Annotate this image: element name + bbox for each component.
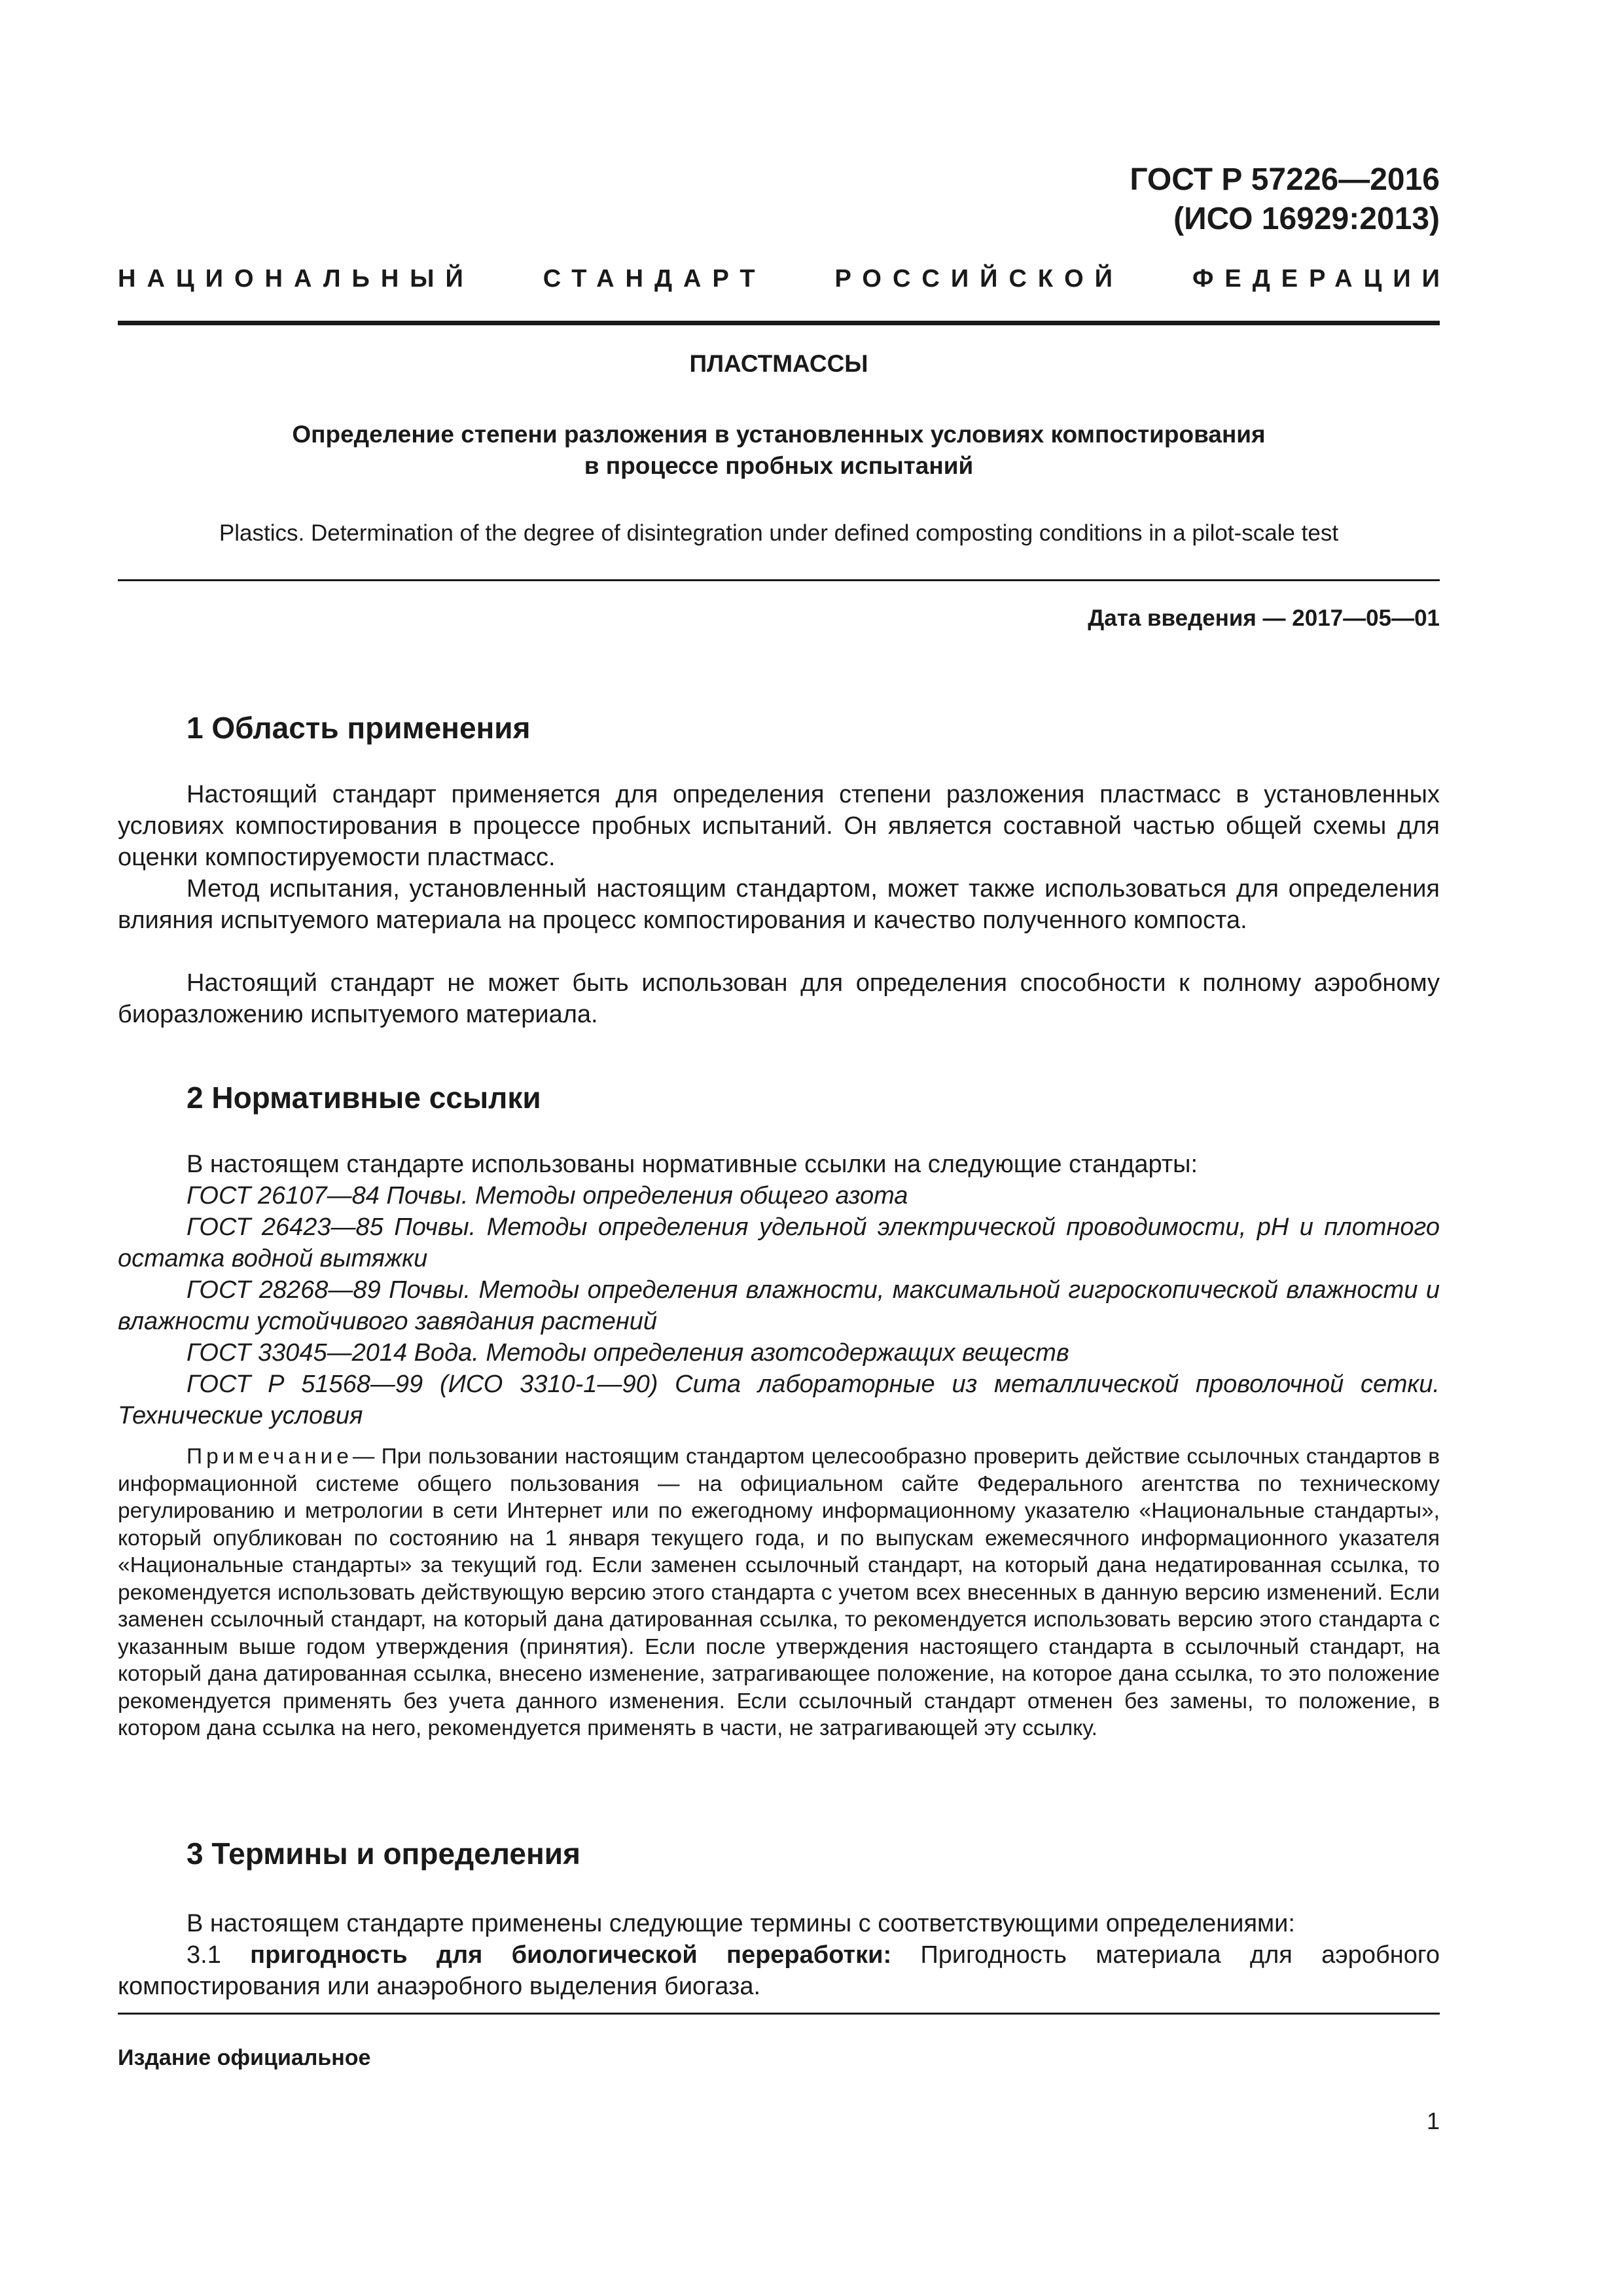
- subtitle-line: в процессе пробных испытаний: [584, 452, 974, 479]
- term-name: пригодность для биологической переработки:: [250, 1941, 892, 1969]
- normative-reference: ГОСТ 28268—89 Почвы. Методы определения влажности, максимальной гигроскопической влажности и влажности устойчивого завядания растений: [118, 1276, 1440, 1335]
- references-note: [118, 1443, 1440, 1742]
- normative-reference: ГОСТ 33045—2014 Вода. Методы определения азотсодержащих веществ: [187, 1339, 1069, 1367]
- iso-number: (ИСО 16929:2013): [1173, 202, 1440, 236]
- normative-reference: ГОСТ 26107—84 Почвы. Методы определения общего азота: [187, 1182, 908, 1210]
- doc-number-block: [1130, 160, 1440, 239]
- section-2-intro: В настоящем стандарте использованы нормативные ссылки на следующие стандарты:: [187, 1151, 1198, 1178]
- title-divider: [118, 579, 1440, 581]
- banner-word: ФЕДЕРАЦИИ: [1192, 265, 1451, 293]
- page-number: 1: [1426, 2108, 1440, 2134]
- term-number: 3.1: [187, 1941, 221, 1969]
- normative-reference: ГОСТ Р 51568—99 (ИСО 3310-1—90) Сита лабораторные из металлической проволочной сетки. Технические условия: [118, 1371, 1440, 1429]
- section-3-title: 3 Термины и определения: [187, 1837, 580, 1871]
- normative-reference: ГОСТ 26423—85 Почвы. Методы определения удельной электрической проводимости, pH и плотного остатка водной вытяжки: [118, 1213, 1440, 1272]
- section-1-title: 1 Область применения: [187, 711, 531, 745]
- category-title: ПЛАСТМАССЫ: [689, 350, 868, 377]
- term-definition: [118, 1939, 1440, 2002]
- section-1-paragraph: Метод испытания, установленный настоящим стандартом, может также использоваться для определения влияния испытуемого материала на процесс компостирования и качество полученного компоста.: [118, 875, 1440, 934]
- subtitle-line: Определение степени разложения в установленных условиях компостирования: [292, 421, 1266, 448]
- banner-word: РОССИЙСКОЙ: [834, 265, 1124, 293]
- section-1-paragraph: Настоящий стандарт не может быть использован для определения способности к полному аэробному биоразложению испытуемого материала.: [118, 969, 1440, 1028]
- introduction-date: Дата введения — 2017—05—01: [1088, 605, 1440, 631]
- banner-word: СТАНДАРТ: [543, 265, 766, 293]
- note-lead: Примечание: [187, 1444, 353, 1469]
- national-standard-banner: [118, 265, 1451, 293]
- section-1-paragraph: Настоящий стандарт применяется для определения степени разложения пластмасс в установленных условиях компостирования в процессе пробных испытаний. Он является составной частью общей схемы для оценки компостируемости пластмасс.: [118, 781, 1440, 871]
- official-edition-label: Издание официальное: [118, 2045, 371, 2070]
- header-divider: [118, 321, 1440, 325]
- term-text: Пригодность материала для аэробного компостирования или анаэробного выделения биогаза.: [118, 1941, 1440, 2000]
- document-subtitle: [118, 419, 1440, 482]
- section-2-title: 2 Нормативные ссылки: [187, 1081, 541, 1115]
- doc-number: ГОСТ Р 57226—2016: [1130, 162, 1440, 197]
- note-text: — При пользовании настоящим стандартом целесообразно проверить действие ссылочных стандартов в информационной системе общего пользования — на официальном сайте Федерального агентства по техническому регулированию и метрологии в сети Интернет или по ежегодному информационному указателю «Национальные стандарты», который опубликован по состоянию на 1 января текущего года, и по выпускам ежемесячного информационного указателя «Национальные стандарты» за текущий год. Если заменен ссылочный стандарт, на который дана недатированная ссылка, то рекомендуется использовать действующую версию этого стандарта с учетом всех внесенных в данную версию изменений. Если заменен ссылочный стандарт, на который дана датированная ссылка, то рекомендуется использовать версию этого стандарта с указанным выше годом утверждения (принятия). Если после утверждения настоящего стандарта в ссылочный стандарт, на который дана датированная ссылка, внесено изменение, затрагивающее положение, на которое дана ссылка, то это положение рекомендуется применять без учета данного изменения. Если ссылочный стандарт отменен без замены, то положение, в котором дана ссылка на него, рекомендуется применять в части, не затрагивающей эту ссылку.: [118, 1444, 1440, 1740]
- section-3-intro: В настоящем стандарте применены следующие термины с соответствующими определениями:: [187, 1910, 1295, 1937]
- english-title: Plastics. Determination of the degree of disintegration under defined composting conditions in a pilot-scale test: [219, 520, 1339, 546]
- banner-word: НАЦИОНАЛЬНЫЙ: [118, 265, 474, 293]
- footer-divider: [118, 2013, 1440, 2015]
